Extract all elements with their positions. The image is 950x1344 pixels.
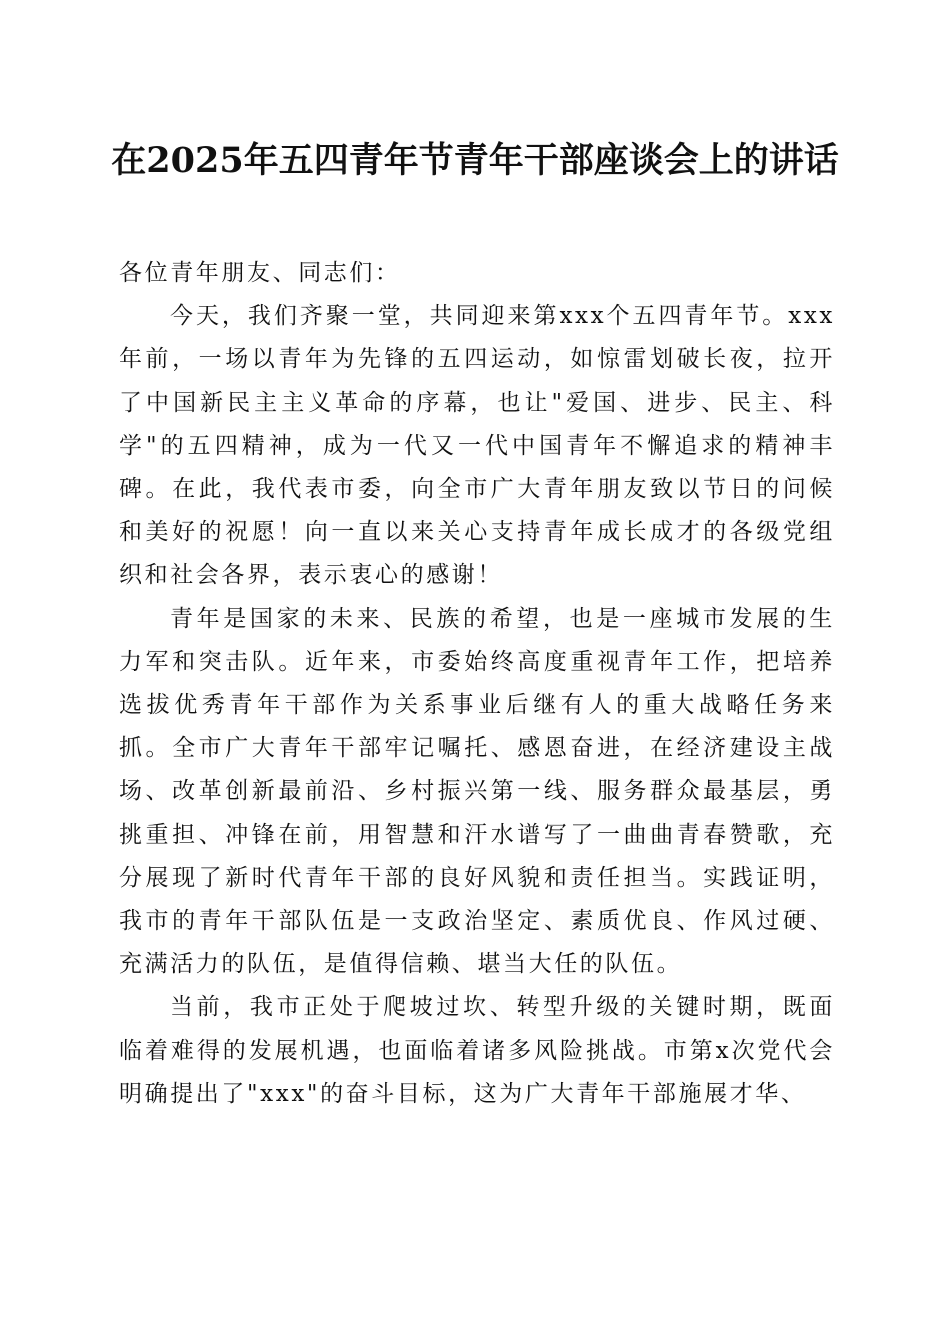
document-title: 在2025年五四青年节青年干部座谈会上的讲话 bbox=[111, 140, 839, 181]
paragraph-2: 青年是国家的未来、民族的希望，也是一座城市发展的生力军和突击队。近年来，市委始终高度重视青年工作，把培养选拔优秀青年干部作为关系事业后继有人的重大战略任务来抓。全市广大青年干部牢记嘱托、感恩奋进，在经济建设主战场、改革创新最前沿、乡村振兴第一线、服务群众最基层，勇挑重担、冲锋在前，用智慧和汗水谱写了一曲曲青春赞歌，充分展现了新时代青年干部的良好风貌和责任担当。实践证明，我市的青年干部队伍是一支政治坚定、素质优良、作风过硬、充满活力的队伍，是值得信赖、堪当大任的队伍。 bbox=[119, 605, 835, 978]
paragraph-1: 今天，我们齐聚一堂，共同迎来第xxx个五四青年节。xxx年前，一场以青年为先锋的五四运动，如惊雷划破长夜，拉开了中国新民主主义革命的序幕，也让"爱国、进步、民主、科学"的五四精神，成为一代又一代中国青年不懈追求的精神丰碑。在此，我代表市委，向全市广大青年朋友致以节日的问候和美好的祝愿！向一直以来关心支持青年成长成才的各级党组织和社会各界，表示衷心的感谢！ bbox=[119, 303, 835, 589]
salutation: 各位青年朋友、同志们： bbox=[119, 260, 401, 286]
paragraph-3: 当前，我市正处于爬坡过坎、转型升级的关键时期，既面临着难得的发展机遇，也面临着诸多风险挑战。市第x次党代会明确提出了"xxx"的奋斗目标，这为广大青年干部施展才华、 bbox=[119, 994, 835, 1107]
document-body bbox=[119, 252, 835, 1116]
